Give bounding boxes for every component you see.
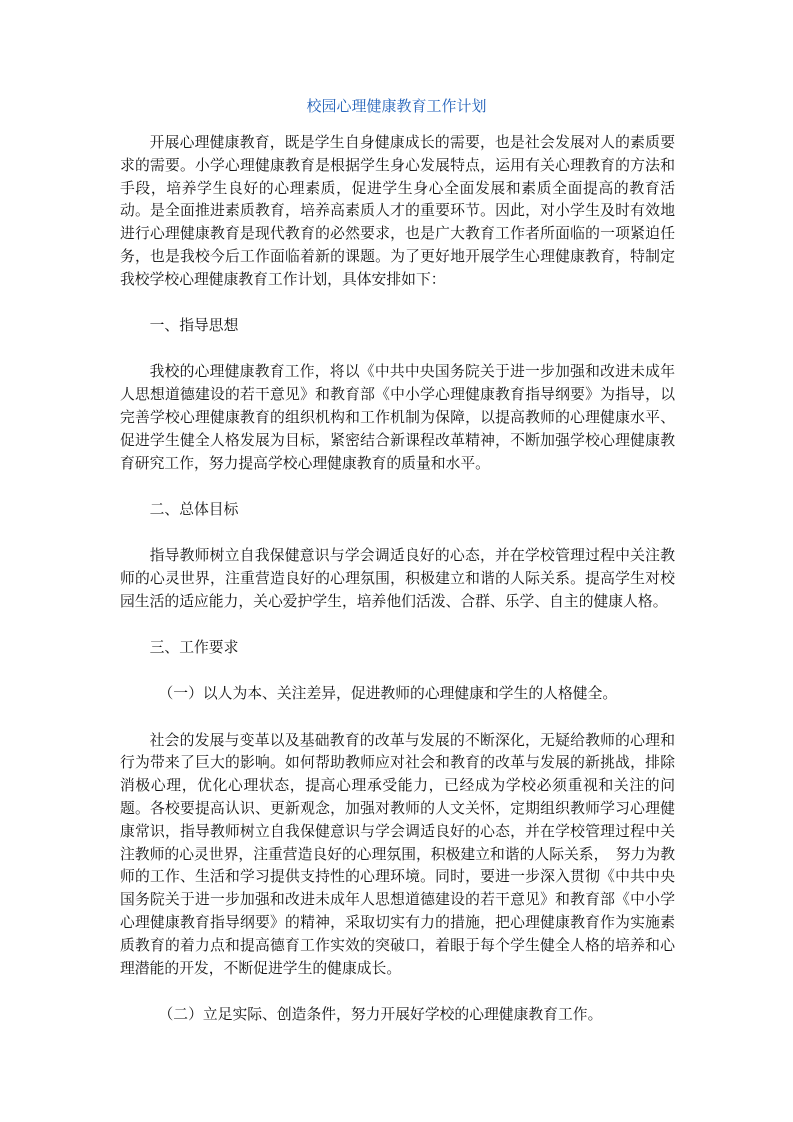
subsection-paragraph-1: 社会的发展与变革以及基础教育的改革与发展的不断深化，无疑给教师的心理和行为带来了巨大的影响。如何帮助教师应对社会和教育的改革与发展的新挑战，排除消极心理，优化心理状态，提高心理承受能力，已经成为学校必须重视和关注的问题。各校要提高认识、更新观念，加强对教师的人文关怀，定期组织教师学习心理健康常识，指导教师树立自我保健意识与学会调适良好的心态，并在学校管理过程中关注教师的心灵世界，注重营造良好的心理氛围，积极建立和谐的人际关系， 努力为教师的工作、生活和学习提供支持性的心理环境。同时，要进一步深入贯彻《中共中央国务院关于进一步加强和改进未成年人思想道德建设的若干意见》和教育部《中小学心理健康教育指导纲要》的精神，采取切实有力的措施，把心理健康教育作为实施素质教育的着力点和提高德育工作实效的突破口，着眼于每个学生健全人格的培养和心理潜能的开发，不断促进学生的健康成长。 — [120, 731, 675, 977]
section-heading-work-requirements: 三、工作要求 — [149, 639, 239, 657]
document-body — [120, 132, 675, 1027]
document-title: 校园心理健康教育工作计划 — [306, 97, 487, 115]
section-paragraph-guiding-ideology: 我校的心理健康教育工作，将以《中共中央国务院关于进一步加强和改进未成年人思想道德建设的若干意见》和教育部《中小学心理健康教育指导纲要》为指导，以完善学校心理健康教育的组织机构和工作机制为保障，以提高教师的心理健康水平、促进学生健全人格发展为目标，紧密结合新课程改革精神，不断加强学校心理健康教育研究工作，努力提高学校心理健康教育的质量和水平。 — [120, 363, 675, 472]
section-heading-guiding-ideology: 一、指导思想 — [149, 317, 239, 335]
section-heading-overall-goal: 二、总体目标 — [149, 500, 239, 518]
subsection-heading-1: （一）以人为本、关注差异，促进教师的心理健康和学生的人格健全。 — [158, 685, 618, 703]
section-paragraph-overall-goal: 指导教师树立自我保健意识与学会调适良好的心态，并在学校管理过程中关注教师的心灵世界，注重营造良好的心理氛围，积极建立和谐的人际关系。提高学生对校园生活的适应能力，关心爱护学生，培养他们活泼、合群、乐学、自主的健康人格。 — [120, 547, 675, 610]
intro-paragraph: 开展心理健康教育，既是学生自身健康成长的需要，也是社会发展对人的素质要求的需要。小学心理健康教育是根据学生身心发展特点，运用有关心理教育的方法和手段，培养学生良好的心理素质，促进学生身心全面发展和素质全面提高的教育活动。是全面推进素质教育，培养高素质人才的重要环节。因此，对小学生及时有效地进行心理健康教育是现代教育的必然要求，也是广大教育工作者所面临的一项紧迫任务，也是我校今后工作面临着新的课题。为了更好地开展学生心理健康教育，特制定我校学校心理健康教育工作计划，具体安排如下： — [120, 134, 675, 288]
subsection-heading-2: （二）立足实际、创造条件，努力开展好学校的心理健康教育工作。 — [158, 1005, 603, 1023]
